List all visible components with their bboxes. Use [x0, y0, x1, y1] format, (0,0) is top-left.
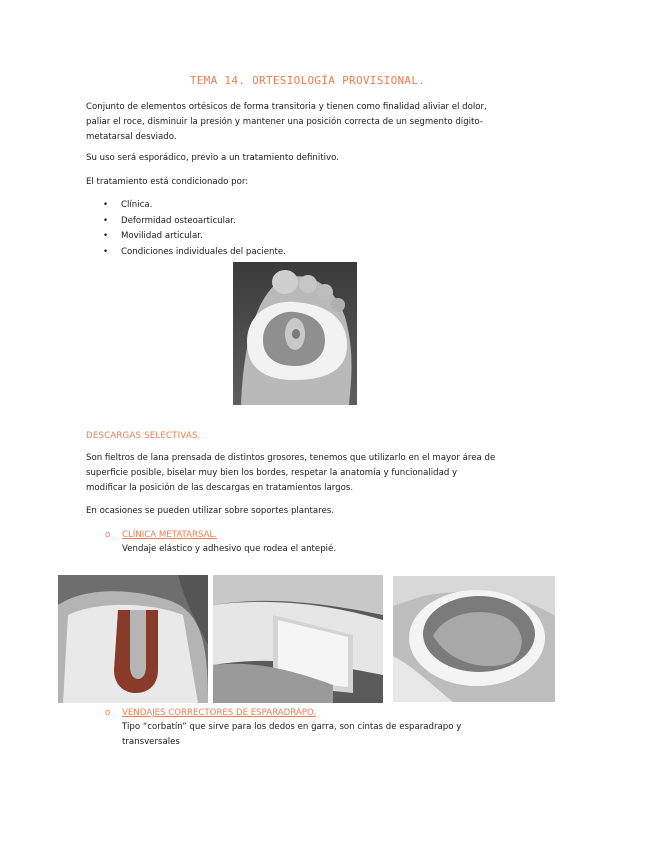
descargas-line: superficie posible, biselar muy bien los bordes, respetar la anatomía y funcionalidad y: [86, 468, 458, 478]
bandage-ring-photo: [393, 576, 555, 702]
bandage-wrap-photo: [213, 575, 383, 703]
clinica-body: Vendaje elástico y adhesivo que rodea el antepié.: [122, 544, 337, 554]
list-item-text: Deformidad osteoarticular.: [121, 215, 236, 226]
descargas-paragraph: [86, 451, 536, 496]
list-item: [103, 198, 286, 214]
bullet-icon: •: [103, 200, 109, 210]
circle-bullet-icon: o: [105, 530, 111, 540]
vendajes-heading: VENDAJES CORRECTORES DE ESPARADRAPO.: [122, 708, 317, 718]
tratamiento-paragraph: El tratamiento está condicionado por:: [86, 177, 249, 187]
list-item-text: Movilidad articular.: [121, 231, 203, 241]
page-title: TEMA 14. ORTESIOLOGÍA PROVISIONAL.: [189, 74, 426, 87]
u-shaped-pad-photo: [58, 575, 208, 703]
vendajes-line: transversales: [122, 737, 180, 747]
section-heading-descargas: DESCARGAS SELECTIVAS.: [86, 431, 201, 441]
list-item-text: Clínica.: [121, 200, 153, 210]
foot-with-felt-pad-photo: [233, 262, 357, 405]
conditions-list: [103, 198, 286, 260]
list-item: [103, 245, 286, 261]
descargas-line: Son fieltros de lana prensada de distintos grosores, tenemos que utilizarlo en el mayor área de: [86, 453, 496, 463]
u-pad-image: [58, 575, 208, 703]
bullet-icon: •: [103, 246, 109, 257]
uso-paragraph: Su uso será esporádico, previo a un tratamiento definitivo.: [86, 153, 339, 163]
list-item-text: Condiciones individuales del paciente.: [121, 246, 286, 257]
clinica-heading: CLÍNICA METATARSAL.: [122, 530, 217, 540]
bullet-icon: •: [103, 231, 109, 241]
bullet-icon: •: [103, 215, 109, 226]
circle-bullet-icon: o: [105, 708, 111, 718]
intro-paragraph: [86, 100, 526, 145]
bandage-image: [213, 575, 383, 703]
vendajes-line: Tipo “corbatín” que sirve para los dedos en garra, son cintas de esparadrapo y: [122, 722, 462, 732]
intro-line: metatarsal desviado.: [86, 132, 177, 142]
list-item: [103, 229, 286, 245]
intro-line: Conjunto de elementos ortésicos de forma transitoria y tienen como finalidad aliviar el dolor,: [86, 102, 487, 112]
list-item: [103, 214, 286, 230]
foot-pad-image: [233, 262, 357, 405]
ring-image: [393, 576, 555, 702]
descargas-line: modificar la posición de las descargas en tratamientos largos.: [86, 483, 354, 493]
intro-line: paliar el roce, disminuir la presión y mantener una posición correcta de un segmento dígito-: [86, 117, 483, 127]
soportes-paragraph: En ocasiones se pueden utilizar sobre soportes plantares.: [86, 506, 334, 516]
vendajes-body: [122, 720, 522, 750]
